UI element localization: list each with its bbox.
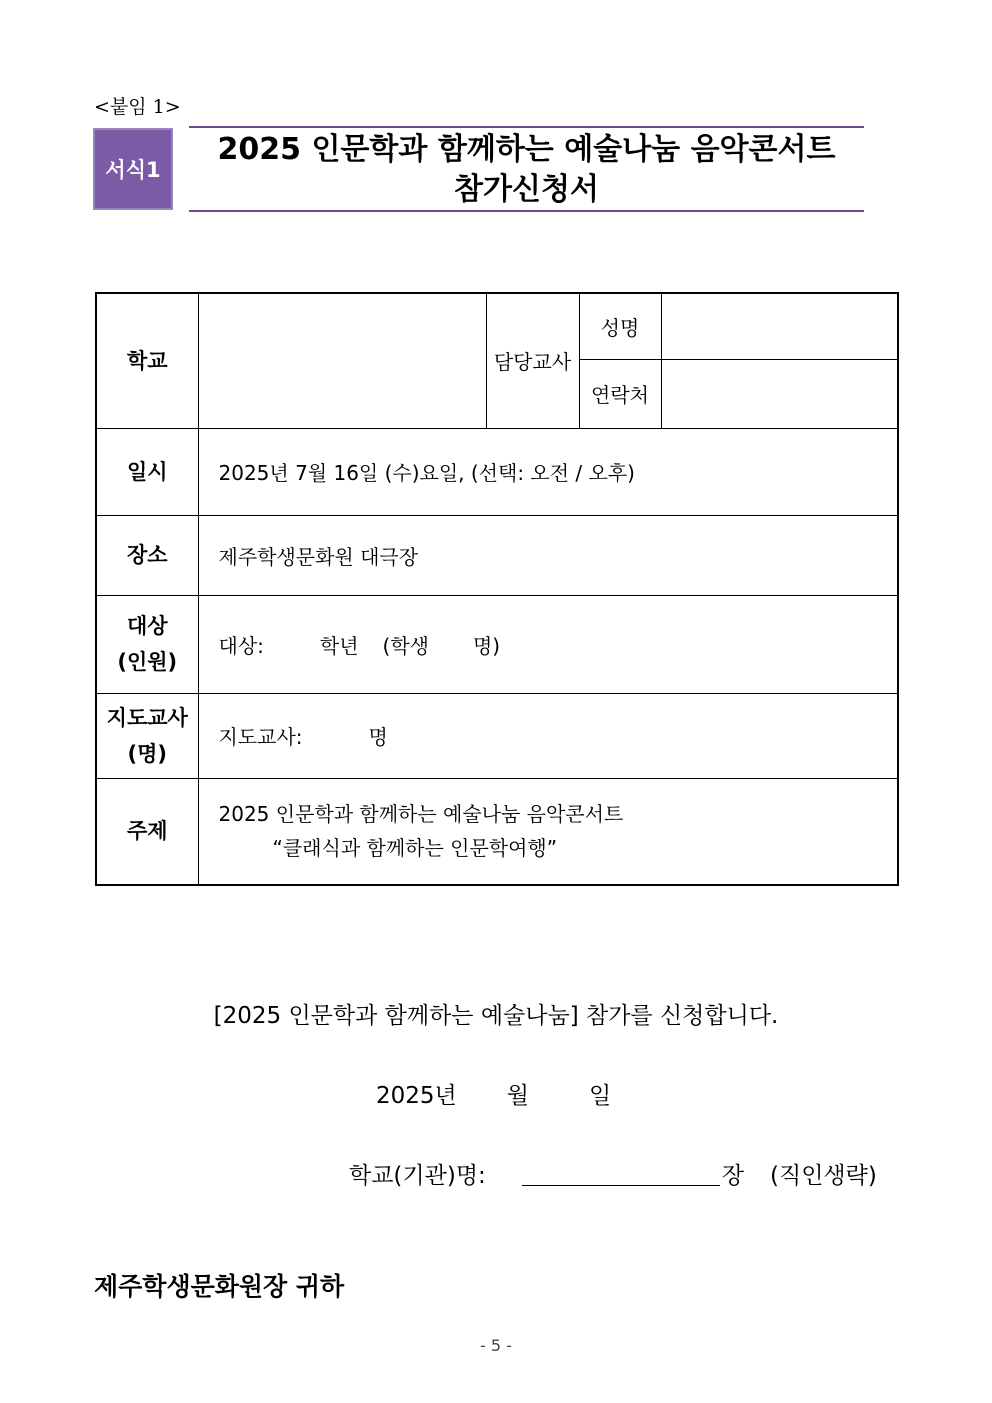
institution-label: 학교(기관)명: (349, 1163, 486, 1189)
institution-name-blank[interactable] (522, 1163, 720, 1186)
date-year: 2025년 (376, 1083, 457, 1109)
guide-field[interactable] (198, 693, 898, 778)
school-field[interactable] (198, 293, 486, 428)
target-label (96, 595, 198, 693)
teacher-label: 담당교사 (486, 293, 579, 428)
teacher-contact-field[interactable] (661, 359, 898, 428)
topic-label: 주제 (96, 778, 198, 885)
title-line-2: 참가신청서 (454, 172, 599, 207)
datetime-label: 일시 (96, 428, 198, 515)
topic-value (198, 778, 898, 885)
topic-line-2: “클래식과 함께하는 인문학여행” (272, 836, 558, 861)
target-prefix: 대상: (218, 633, 264, 658)
guide-label (96, 693, 198, 778)
application-statement: [2025 인문학과 함께하는 예술나눔] 참가를 신청합니다. (213, 1003, 779, 1029)
venue-value: 제주학생문화원 대극장 (198, 515, 898, 595)
guide-suffix: 명 (368, 725, 388, 749)
addressee: 제주학생문화원장 귀하 (94, 1272, 345, 1301)
date-day: 일 (588, 1083, 612, 1109)
venue-label: 장소 (96, 515, 198, 595)
attachment-label: <붙임 1> (94, 96, 181, 118)
teacher-name-field[interactable] (661, 293, 898, 359)
seal-note: (직인생략) (770, 1163, 877, 1189)
date-month: 월 (506, 1083, 529, 1109)
application-form-table (95, 292, 899, 886)
target-students: (학생 (382, 633, 429, 658)
page-number: - 5 - (480, 1336, 512, 1355)
title-line-1: 2025 인문학과 함께하는 예술나눔 음악콘서트 (217, 132, 836, 167)
target-label-line-1: 대상 (126, 614, 168, 638)
target-field[interactable] (198, 595, 898, 693)
institution-line (349, 1157, 877, 1190)
target-grade: 학년 (319, 633, 359, 658)
contact-label: 연락처 (579, 359, 661, 428)
guide-label-line-1: 지도교사 (106, 705, 188, 730)
target-count-suffix: 명) (472, 633, 501, 658)
target-label-line-2: (인원) (117, 650, 178, 674)
form-title (189, 126, 864, 212)
guide-label-line-2: (명) (127, 741, 167, 766)
name-label: 성명 (579, 293, 661, 359)
form-badge: 서식1 (93, 128, 173, 210)
application-date (376, 1077, 611, 1110)
institution-suffix: 장 (721, 1163, 745, 1189)
topic-line-1: 2025 인문학과 함께하는 예술나눔 음악콘서트 (218, 802, 624, 827)
school-label: 학교 (96, 293, 198, 428)
guide-prefix: 지도교사: (218, 725, 303, 749)
datetime-value: 2025년 7월 16일 (수)요일, (선택: 오전 / 오후) (198, 428, 898, 515)
